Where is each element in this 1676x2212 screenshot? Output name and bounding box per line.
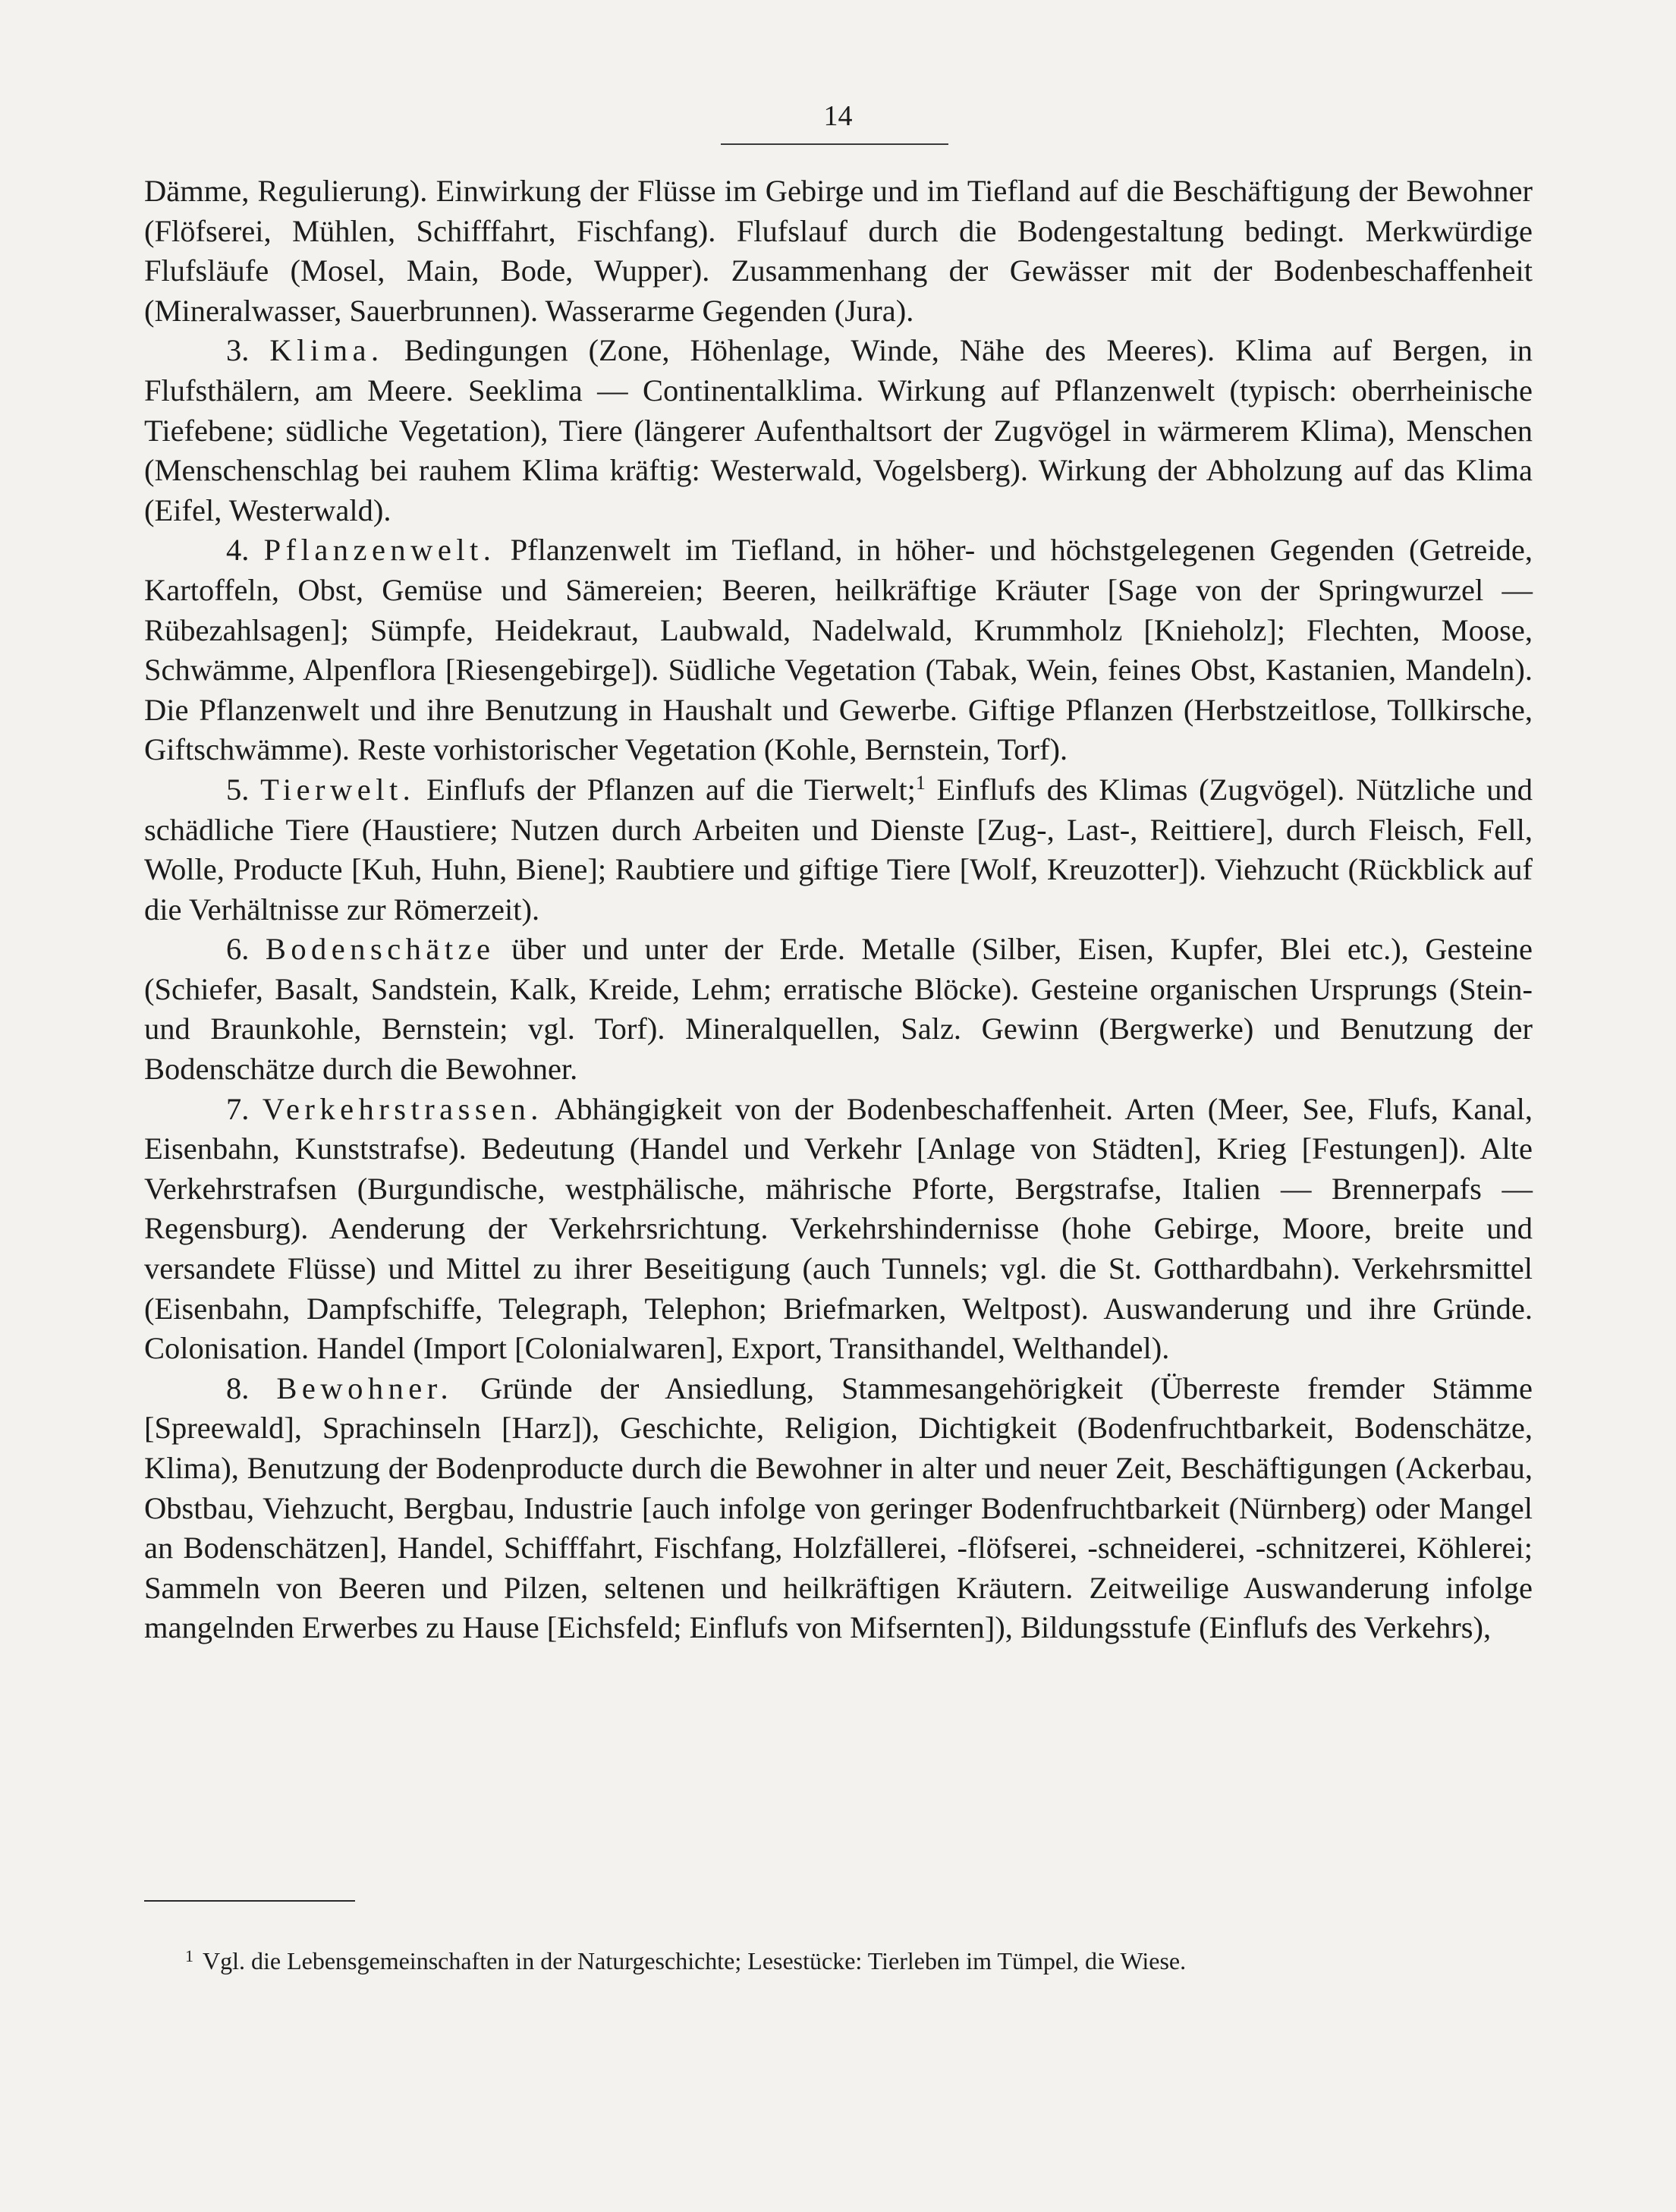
section-text: über und unter der Erde. Metalle (Silber, Eisen, Kupfer, Blei etc.), Gesteine (Schiefer, Basalt, Sandstein, Kalk, Kreide, Lehm; erratische Blöcke). Gesteine organischen Ursprungs (Stein- und Braunkohle, Bernstein; vgl. Torf). Mineralquellen, Salz. Gewinn (Bergwerke) und Benutzung der Bodenschätze durch die Bewohner. (144, 932, 1533, 1087)
section-title: Klima. (269, 333, 384, 368)
section-title: Pflanzenwelt. (263, 533, 496, 568)
footnote (144, 1944, 1533, 1978)
section-title: Verkehrstrassen. (262, 1091, 543, 1126)
section-verkehrstrassen (144, 1090, 1533, 1369)
section-number: 7. (226, 1091, 250, 1126)
section-number: 5. (226, 772, 250, 807)
section-bewohner (144, 1369, 1533, 1648)
section-number: 6. (226, 932, 250, 967)
footnote-reference: 1 (915, 771, 926, 794)
section-text: Gründe der Ansiedlung, Stammesangehörigkeit (Überreste fremder Stämme [Spreewald], Sprachinseln [Harz]), Geschichte, Religion, Dichtigkeit (Bodenfruchtbarkeit, Bodenschätze, Klima), Benutzung der Bodenproducte durch die Bewohner in alter und neuer Zeit, Beschäftigungen (Ackerbau, Obstbau, Viehzucht, Bergbau, Industrie [auch infolge von geringer Bodenfruchtbarkeit (Nürnberg) oder Mangel an Bodenschätzen], Handel, Schifffahrt, Fischfang, Holzfällerei, -flöfserei, -schneiderei, -schnitzerei, Köhlerei; Sammeln von Beeren und Pilzen, seltenen und heilkräftigen Kräutern. Zeitweilige Auswanderung infolge mangelnden Erwerbes zu Hause [Eichsfeld; Einflufs von Mifsernten]), Bildungsstufe (Einflufs des Verkehrs), (144, 1370, 1533, 1645)
footnote-text: Vgl. die Lebensgemeinschaften in der Naturgeschichte; Lesestücke: Tierleben im Tümpel, die Wiese. (203, 1947, 1187, 1974)
section-klima (144, 331, 1533, 530)
section-number: 3. (226, 333, 250, 368)
paragraph-rivers-continued (144, 171, 1533, 331)
section-tierwelt (144, 770, 1533, 930)
section-bodenschaetze (144, 930, 1533, 1089)
footnote-rule (144, 1900, 355, 1902)
section-number: 4. (226, 533, 250, 568)
section-title: Bewohner. (276, 1370, 454, 1405)
footnote-marker: 1 (185, 1946, 193, 1965)
section-text: Abhängigkeit von der Bodenbeschaffenheit. Arten (Meer, See, Flufs, Kanal, Eisenbahn, Kunststrafse). Bedeutung (Handel und Verkehr [Anlage von Städten], Krieg [Festungen]). Alte Verkehrstrafsen (Burgundische, westphälische, mährische Pforte, Bergstrafse, Italien — Brennerpafs — Regensburg). Aenderung der Verkehrsrichtung. Verkehrshindernisse (hohe Gebirge, Moore, breite und versandete Flüsse) und Mittel zu ihrer Beseitigung (auch Tunnels; vgl. die St. Gotthardbahn). Verkehrsmittel (Eisenbahn, Dampfschiffe, Telegraph, Telephon; Briefmarken, Weltpost). Auswanderung und ihre Gründe. Colonisation. Handel (Import [Colonialwaren], Export, Transithandel, Welthandel). (144, 1091, 1533, 1366)
header-rule (721, 143, 948, 145)
section-text-intro: Einflufs der Pflanzen auf die Tierwelt; (426, 772, 916, 807)
section-title: Tierwelt. (260, 772, 416, 807)
section-text: Bedingungen (Zone, Höhenlage, Winde, Nähe des Meeres). Klima auf Bergen, in Flufsthälern, am Meere. Seeklima — Continentalklima. Wirkung auf Pflanzenwelt (typisch: oberrheinische Tiefebene; südliche Vegetation), Tiere (längerer Aufenthaltsort der Zugvögel in wärmerem Klima), Menschen (Menschenschlag bei rauhem Klima kräftig: Westerwald, Vogelsberg). Wirkung der Abholzung auf das Klima (Eifel, Westerwald). (144, 333, 1533, 527)
section-text: Einflufs des Klimas (Zugvögel). Nützliche und schädliche Tiere (Haustiere; Nutzen durch Arbeiten und Dienste [Zug-, Last-, Reittiere], durch Fleisch, Fell, Wolle, Producte [Kuh, Huhn, Biene]; Raubtiere und giftige Tiere [Wolf, Kreuzotter]). Viehzucht (Rückblick auf die Verhältnisse zur Römerzeit). (144, 772, 1533, 927)
section-title: Bodenschätze (265, 932, 495, 967)
page-number: 14 (823, 100, 853, 132)
section-number: 8. (226, 1370, 250, 1405)
section-text: Pflanzenwelt im Tiefland, in höher- und höchstgelegenen Gegenden (Getreide, Kartoffeln, Obst, Gemüse und Sämereien; Beeren, heilkräftige Kräuter [Sage von der Springwurzel — Rübezahlsagen]; Sümpfe, Heidekraut, Laubwald, Nadelwald, Krummholz [Knieholz]; Flechten, Moose, Schwämme, Alpenflora [Riesengebirge]). Südliche Vegetation (Tabak, Wein, feines Obst, Kastanien, Mandeln). Die Pflanzenwelt und ihre Benutzung in Haushalt und Gewerbe. Giftige Pflanzen (Herbstzeitlose, Tollkirsche, Giftschwämme). Reste vorhistorischer Vegetation (Kohle, Bernstein, Torf). (144, 533, 1533, 767)
body-text (144, 171, 1533, 1648)
paragraph-text: Dämme, Regulierung). Einwirkung der Flüsse im Gebirge und im Tiefland auf die Beschäftigung der Bewohner (Flöfserei, Mühlen, Schifffahrt, Fischfang). Flufslauf durch die Bodengestaltung bedingt. Merkwürdige Flufsläufe (Mosel, Main, Bode, Wupper). Zusammenhang der Gewässer mit der Bodenbeschaffenheit (Mineralwasser, Sauerbrunnen). Wasserarme Gegenden (Jura). (144, 174, 1533, 328)
section-pflanzenwelt (144, 530, 1533, 770)
